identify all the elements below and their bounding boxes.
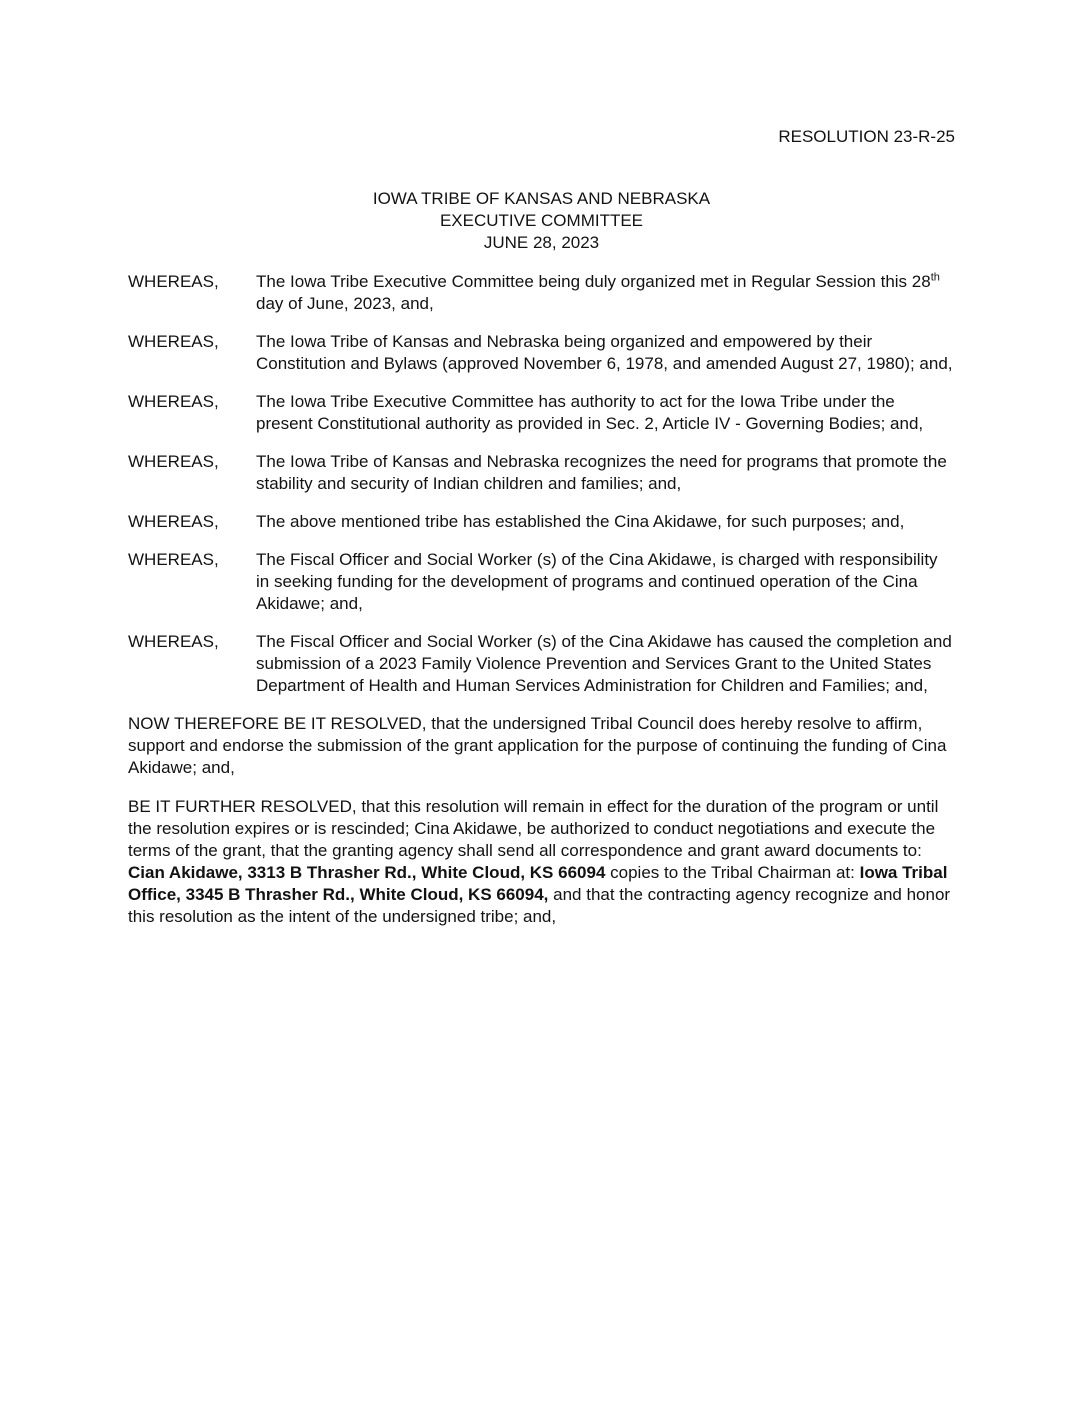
whereas-text: The above mentioned tribe has established the Cina Akidawe, for such purposes; and, [256, 512, 905, 531]
whereas-label: WHEREAS, [128, 272, 219, 291]
whereas-section [128, 271, 955, 697]
whereas-text: The Fiscal Officer and Social Worker (s) of the Cina Akidawe has caused the completion and submission of a 2023 Family Violence Prevention and Services Grant to the United States Department of Health and Human Services Administration for Children and Families; and, [256, 632, 952, 695]
whereas-text: The Iowa Tribe Executive Committee being duly organized met in Regular Session this 28th day of June, 2023, and, [256, 271, 940, 313]
whereas-label: WHEREAS, [128, 452, 219, 471]
whereas-clause [128, 631, 955, 697]
whereas-text: The Iowa Tribe of Kansas and Nebraska being organized and empowered by their Constitution and Bylaws (approved November 6, 1978, and amended August 27, 1980); and, [256, 332, 953, 373]
title-date: JUNE 28, 2023 [483, 233, 600, 252]
title-organization: IOWA TRIBE OF KANSAS AND NEBRASKA [372, 189, 711, 208]
document-title-block [128, 188, 955, 254]
whereas-clause [128, 549, 955, 615]
whereas-label: WHEREAS, [128, 550, 219, 569]
whereas-clause [128, 391, 955, 435]
whereas-clause [128, 271, 955, 315]
whereas-clause [128, 331, 955, 375]
resolution-number: RESOLUTION 23-R-25 [778, 127, 955, 146]
whereas-text: The Iowa Tribe of Kansas and Nebraska recognizes the need for programs that promote the stability and security of Indian children and families; and, [256, 452, 947, 493]
whereas-text: The Fiscal Officer and Social Worker (s) of the Cina Akidawe, is charged with responsibility in seeking funding for the development of programs and continued operation of the Cina Akidawe; and, [256, 550, 938, 613]
whereas-text: The Iowa Tribe Executive Committee has authority to act for the Iowa Tribe under the present Constitutional authority as provided in Sec. 2, Article IV - Governing Bodies; and, [256, 392, 924, 433]
whereas-label: WHEREAS, [128, 332, 219, 351]
whereas-label: WHEREAS, [128, 632, 219, 651]
whereas-label: WHEREAS, [128, 392, 219, 411]
be-it-further-resolved-paragraph: BE IT FURTHER RESOLVED, that this resolution will remain in effect for the duration of the program or until the resolution expires or is rescinded; Cina Akidawe, be authorized to conduct negotiations and execute the terms of the grant, that the granting agency shall send all correspondence and grant award documents to: Cian Akidawe, 3313 B Thrasher Rd., White Cloud, KS 66094 copies to the Tribal Chairman at: Iowa Tribal Office, 3345 B Thrasher Rd., White Cloud, KS 66094, and that the contracting agency recognize and honor this resolution as the intent of the undersigned tribe; and, [128, 797, 951, 926]
whereas-clause [128, 451, 955, 495]
whereas-clause [128, 511, 955, 533]
whereas-label: WHEREAS, [128, 512, 219, 531]
title-committee: EXECUTIVE COMMITTEE [439, 211, 644, 230]
now-therefore-resolved-paragraph: NOW THEREFORE BE IT RESOLVED, that the undersigned Tribal Council does hereby resolve to affirm, support and endorse the submission of the grant application for the purpose of continuing the funding of Cina Akidawe; and, [128, 714, 947, 777]
